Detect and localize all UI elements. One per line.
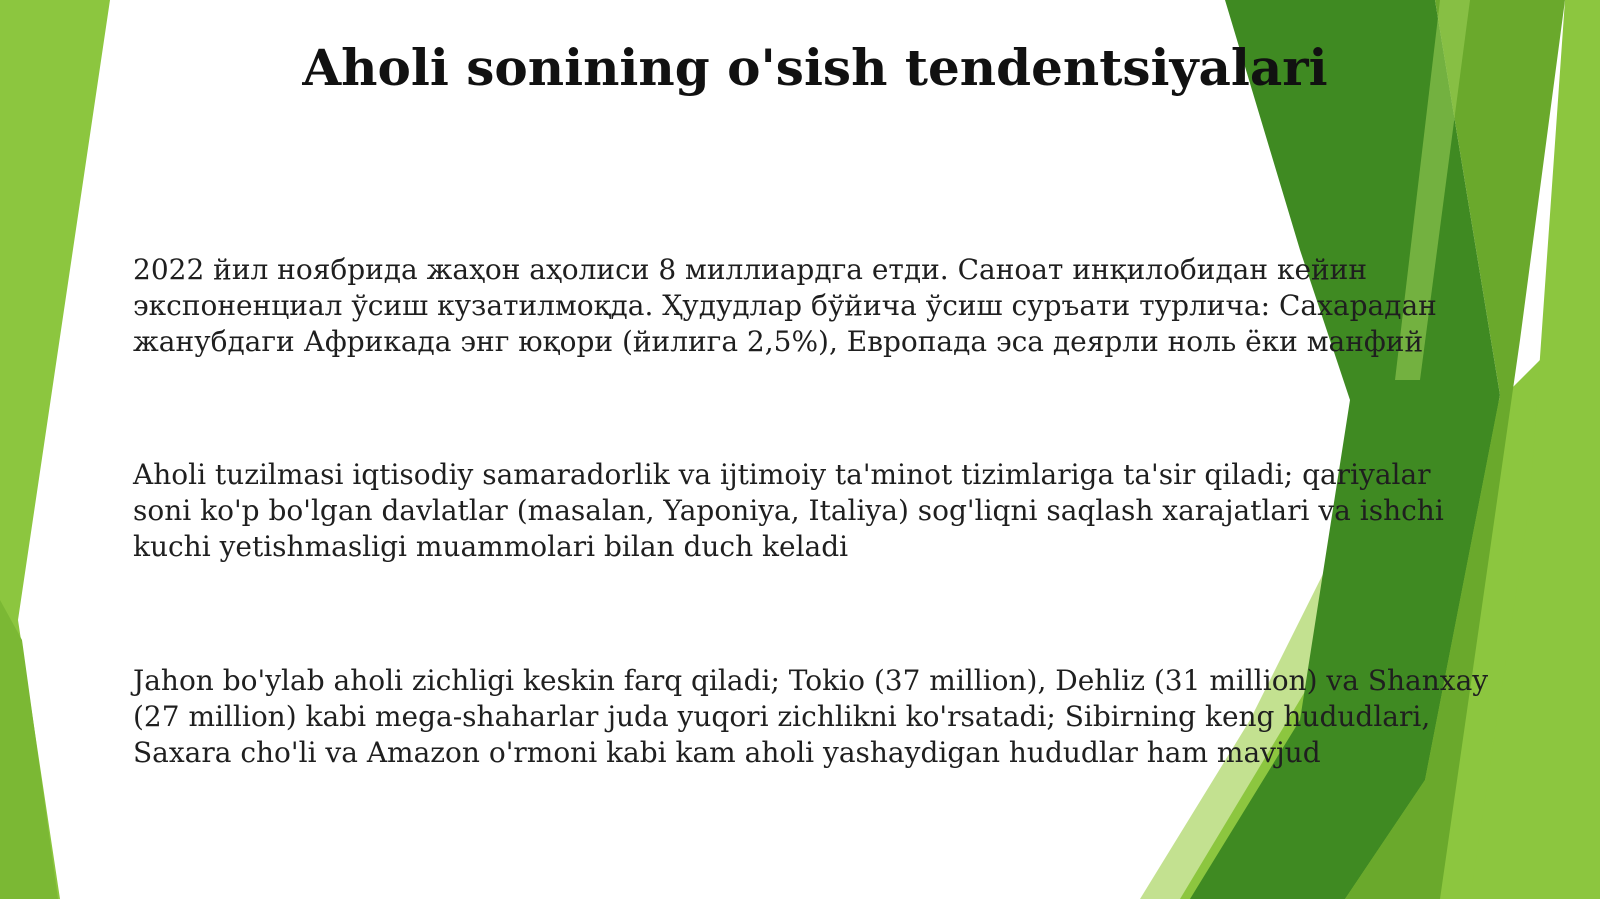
paragraph-population-structure bbox=[133, 457, 1493, 565]
paragraph-line: экспоненциал ўсиш кузатилмоқда. Ҳудудлар бўйича ўсиш суръати турлича: Сахарадан bbox=[133, 289, 1437, 322]
paragraph-line: Jahon bo'ylab aholi zichligi keskin farq qiladi; Tokio (37 million), Dehliz (31 million) va Shanxay bbox=[133, 664, 1489, 697]
paragraph-population-growth bbox=[133, 252, 1493, 360]
paragraph-line: жанубдаги Африкада энг юқори (йилига 2,5%), Европада эса деярли ноль ёки манфий bbox=[133, 325, 1424, 358]
paragraph-line: 2022 йил ноябрида жаҳон аҳолиси 8 миллиардга етди. Саноат инқилобидан кейин bbox=[133, 253, 1367, 286]
paragraph-line: Aholi tuzilmasi iqtisodiy samaradorlik va ijtimoiy ta'minot tizimlariga ta'sir qiladi; qariyalar bbox=[133, 458, 1431, 491]
paragraph-line: (27 million) kabi mega-shaharlar juda yuqori zichlikni ko'rsatadi; Sibirning keng hududlari, bbox=[133, 700, 1431, 733]
paragraph-line: Saxara cho'li va Amazon o'rmoni kabi kam aholi yashaydigan hududlar ham mavjud bbox=[133, 736, 1321, 769]
left-green-sliver bbox=[0, 600, 58, 899]
paragraph-line: soni ko'p bo'lgan davlatlar (masalan, Yaponiya, Italiya) sog'liqni saqlash xarajatlari va ishchi bbox=[133, 494, 1444, 527]
paragraph-population-density bbox=[133, 663, 1493, 771]
paragraph-line: kuchi yetishmasligi muammolari bilan duch keladi bbox=[133, 530, 849, 563]
slide-title: Aholi sonining o'sish tendentsiyalari bbox=[302, 38, 1328, 97]
